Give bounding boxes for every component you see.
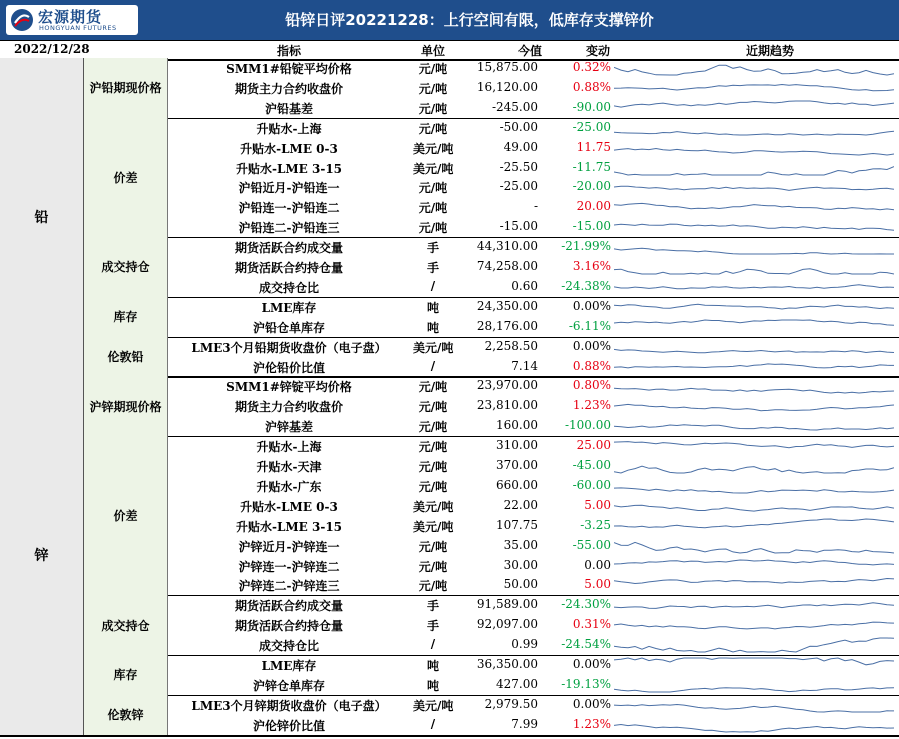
table-row — [168, 615, 899, 635]
trend-line — [614, 320, 894, 325]
value-cell: 50.00 — [503, 577, 538, 592]
trend-sparkline — [614, 60, 894, 76]
change-cell: -100.00 — [564, 418, 611, 433]
value-cell: 23,970.00 — [476, 378, 538, 393]
trend-sparkline — [614, 239, 894, 255]
trend-line — [614, 248, 894, 254]
trend-sparkline — [614, 398, 894, 414]
trend-sparkline — [614, 378, 894, 394]
table-row — [168, 655, 899, 675]
indicator-cell: 沪伦锌价比值 — [252, 718, 325, 733]
subgroup-label: 成交持仓 — [84, 237, 168, 297]
table-row — [168, 556, 899, 576]
trend-sparkline — [614, 100, 894, 116]
unit-cell: 元/吨 — [418, 460, 448, 474]
unit-cell: 手 — [426, 241, 439, 256]
trend-sparkline — [614, 359, 894, 375]
value-cell: -25.50 — [499, 159, 538, 174]
value-cell: 35.00 — [503, 537, 538, 552]
indicator-cell: 升贴水-天津 — [256, 460, 322, 474]
table-row — [168, 158, 899, 178]
unit-cell: 美元/吨 — [413, 519, 454, 534]
subgroup-label: 伦敦锌 — [84, 695, 168, 735]
col-unit: 单位 — [420, 44, 445, 58]
trend-line — [614, 349, 894, 352]
value-cell: 44,310.00 — [476, 239, 538, 254]
table-row — [168, 595, 899, 615]
value-cell: 36,350.00 — [476, 657, 538, 671]
table-row — [168, 357, 899, 377]
change-cell: 11.75 — [576, 139, 611, 154]
trend-sparkline — [614, 140, 894, 156]
value-cell: 370.00 — [496, 458, 538, 472]
indicator-cell: LME库存 — [261, 300, 317, 315]
col-indicator: 指标 — [276, 44, 301, 58]
trend-line — [614, 488, 894, 493]
indicator-cell: 沪伦铅价比值 — [252, 360, 325, 375]
table-row — [168, 257, 899, 277]
subgroup-label: 库存 — [84, 297, 168, 337]
indicator-cell: 沪锌连二-沪锌连三 — [238, 579, 340, 594]
trend-sparkline — [614, 418, 894, 434]
unit-cell: 吨 — [426, 678, 439, 693]
value-cell: 23,810.00 — [476, 398, 538, 413]
value-cell: 16,120.00 — [476, 79, 538, 94]
unit-cell: 手 — [426, 261, 439, 275]
value-cell: 49.00 — [503, 139, 538, 154]
trend-sparkline — [614, 199, 894, 215]
unit-cell: 元/吨 — [418, 440, 448, 455]
table-row — [168, 575, 899, 595]
trend-line — [614, 505, 894, 511]
indicator-cell: 期货活跃合约成交量 — [234, 599, 343, 614]
trend-sparkline — [614, 538, 894, 554]
value-cell: 74,258.00 — [476, 259, 538, 273]
subgroup-label: 沪锌期现价格 — [84, 376, 168, 436]
trend-sparkline — [614, 677, 894, 693]
table-row — [168, 695, 899, 715]
change-cell: -15.00 — [572, 219, 611, 234]
change-cell: 25.00 — [576, 438, 611, 453]
change-cell: 0.00 — [584, 557, 611, 572]
indicator-cell: 期货活跃合约持仓量 — [234, 261, 343, 275]
change-cell: -45.00 — [572, 458, 611, 472]
unit-cell: 元/吨 — [418, 81, 448, 96]
table-row — [168, 217, 899, 237]
trend-sparkline — [614, 219, 894, 235]
indicator-cell: SMM1#铅锭平均价格 — [226, 62, 352, 76]
table-row — [168, 516, 899, 536]
table-row — [168, 715, 899, 735]
indicator-cell: 升贴水-LME 0-3 — [240, 499, 338, 514]
value-cell: 660.00 — [496, 477, 538, 492]
change-cell: 1.23% — [572, 716, 611, 731]
trend-line — [614, 131, 894, 135]
value-cell: -245.00 — [491, 99, 538, 114]
report-header — [0, 0, 899, 40]
table-row — [168, 436, 899, 456]
value-cell: 28,176.00 — [476, 318, 538, 333]
value-cell: 15,875.00 — [476, 60, 538, 74]
change-cell: 0.00% — [572, 338, 611, 353]
trend-sparkline — [614, 498, 894, 514]
trend-line — [614, 405, 894, 411]
unit-cell: 元/吨 — [418, 559, 448, 574]
trend-sparkline — [614, 617, 894, 633]
change-cell: 20.00 — [576, 199, 611, 214]
trend-line — [614, 603, 894, 609]
unit-cell: 美元/吨 — [413, 161, 454, 176]
indicator-cell: 期货主力合约收盘价 — [234, 400, 343, 415]
unit-cell: 吨 — [426, 300, 439, 315]
table-row — [168, 78, 899, 98]
trend-line — [614, 704, 894, 712]
trend-sparkline — [614, 637, 894, 653]
trend-line — [614, 658, 894, 665]
trend-line — [614, 285, 894, 289]
indicator-cell: 升贴水-上海 — [256, 440, 322, 455]
change-cell: 0.80% — [572, 378, 611, 393]
unit-cell: 手 — [426, 619, 439, 634]
table-row — [168, 416, 899, 436]
table-row — [168, 58, 899, 78]
value-cell: 22.00 — [503, 497, 538, 512]
trend-sparkline — [614, 697, 894, 713]
table-row — [168, 98, 899, 118]
value-cell: 2,258.50 — [484, 338, 538, 353]
unit-cell: 元/吨 — [418, 380, 448, 395]
change-cell: 1.23% — [572, 398, 611, 413]
table-row — [168, 496, 899, 516]
trend-line — [614, 442, 894, 448]
indicator-cell: 升贴水-广东 — [256, 479, 322, 494]
indicator-cell: 沪铅连二-沪铅连三 — [238, 221, 340, 236]
trend-sparkline — [614, 597, 894, 613]
value-cell: 0.99 — [511, 637, 538, 652]
trend-sparkline — [614, 478, 894, 494]
trend-line — [614, 269, 894, 274]
table-row — [168, 237, 899, 257]
report-date: 2022/12/28 — [14, 42, 90, 56]
table-row — [168, 635, 899, 655]
trend-sparkline — [614, 179, 894, 195]
indicator-cell: 沪锌仓单库存 — [252, 678, 325, 693]
change-cell: 5.00 — [584, 577, 611, 592]
change-cell: -90.00 — [572, 99, 611, 114]
value-cell: 160.00 — [496, 418, 538, 433]
trend-line — [614, 84, 894, 90]
indicator-cell: 升贴水-上海 — [256, 121, 322, 136]
subgroup-label: 伦敦铅 — [84, 337, 168, 377]
unit-cell: 吨 — [426, 320, 439, 335]
unit-cell: 吨 — [426, 659, 439, 673]
table-row — [168, 675, 899, 695]
change-cell: -11.75 — [572, 159, 611, 174]
trend-line — [614, 148, 894, 155]
trend-sparkline — [614, 120, 894, 136]
trend-sparkline — [614, 80, 894, 96]
table-row — [168, 297, 899, 317]
col-value: 今值 — [517, 44, 542, 58]
value-cell: 7.99 — [511, 716, 538, 731]
value-cell: 30.00 — [503, 557, 538, 572]
trend-line — [614, 638, 894, 652]
change-cell: -19.13% — [561, 676, 611, 691]
indicator-cell: 沪锌基差 — [264, 420, 313, 435]
trend-line — [614, 363, 894, 367]
group-divider — [0, 735, 899, 737]
indicator-cell: 期货活跃合约成交量 — [234, 241, 343, 256]
trend-line — [614, 542, 894, 553]
trend-line — [614, 224, 894, 230]
table-row — [168, 456, 899, 476]
trend-line — [614, 579, 894, 584]
indicator-cell: SMM1#锌锭平均价格 — [226, 380, 352, 395]
change-cell: 0.31% — [572, 617, 611, 632]
subgroup-label: 库存 — [84, 655, 168, 695]
trend-line — [614, 187, 894, 191]
value-cell: - — [533, 199, 538, 214]
change-cell: -6.11% — [568, 318, 611, 333]
unit-cell: 元/吨 — [418, 420, 448, 435]
indicator-cell: 期货活跃合约持仓量 — [234, 619, 343, 634]
change-cell: -3.25 — [580, 517, 611, 532]
indicator-cell: 沪锌近月-沪锌连一 — [238, 539, 340, 554]
unit-cell: 元/吨 — [418, 539, 448, 554]
indicator-cell: 沪铅仓单库存 — [252, 320, 325, 335]
indicator-cell: 沪铅基差 — [264, 101, 313, 116]
unit-cell: 元/吨 — [418, 400, 448, 415]
unit-cell: 元/吨 — [418, 201, 448, 216]
change-cell: 0.00% — [572, 657, 611, 671]
indicator-cell: 升贴水-LME 3-15 — [235, 161, 343, 176]
indicator-cell: LME3个月锌期货收盘价（电子盘） — [191, 698, 387, 713]
value-cell: 427.00 — [496, 676, 538, 691]
value-cell: 7.14 — [511, 358, 538, 373]
trend-line — [614, 519, 894, 528]
trend-line — [614, 204, 894, 210]
change-cell: 5.00 — [584, 497, 611, 512]
trend-line — [614, 622, 894, 629]
value-cell: 107.75 — [496, 517, 538, 532]
change-cell: -60.00 — [572, 477, 611, 492]
table-row — [168, 337, 899, 357]
trend-sparkline — [614, 558, 894, 574]
trend-sparkline — [614, 299, 894, 315]
indicator-cell: LME3个月铅期货收盘价（电子盘） — [191, 340, 387, 355]
change-cell: 3.16% — [572, 259, 611, 273]
value-cell: 0.60 — [511, 278, 538, 293]
value-cell: 92,097.00 — [476, 617, 538, 632]
trend-line — [614, 688, 894, 692]
indicator-cell: 期货主力合约收盘价 — [234, 81, 343, 96]
unit-cell: / — [430, 358, 436, 373]
trend-sparkline — [614, 160, 894, 176]
unit-cell: 元/吨 — [418, 181, 448, 196]
subgroup-label: 成交持仓 — [84, 595, 168, 655]
value-cell: 24,350.00 — [476, 298, 538, 313]
change-cell: -24.30% — [561, 597, 611, 612]
trend-sparkline — [614, 319, 894, 335]
col-change: 变动 — [585, 44, 610, 58]
table-row — [168, 396, 899, 416]
logo-subtext: HONGYUAN FUTURES — [39, 24, 117, 32]
unit-cell: 元/吨 — [418, 101, 448, 116]
table-row — [168, 177, 899, 197]
unit-cell: 美元/吨 — [413, 340, 454, 355]
trend-sparkline — [614, 259, 894, 275]
change-cell: 0.00% — [572, 298, 611, 313]
change-cell: -25.00 — [572, 119, 611, 134]
indicator-cell: 沪铅连一-沪铅连二 — [238, 201, 340, 216]
value-cell: 310.00 — [496, 438, 538, 453]
unit-cell: 元/吨 — [418, 221, 448, 236]
group-label: 锌 — [0, 376, 84, 734]
trend-sparkline — [614, 438, 894, 454]
indicator-cell: 成交持仓比 — [258, 280, 319, 295]
change-cell: -24.38% — [561, 278, 611, 293]
indicator-cell: LME库存 — [261, 659, 317, 673]
subgroup-label: 沪铅期现价格 — [84, 58, 168, 118]
table-row — [168, 536, 899, 556]
unit-cell: / — [430, 716, 436, 731]
trend-line — [614, 724, 894, 732]
trend-line — [614, 101, 894, 107]
table-row — [168, 197, 899, 217]
change-cell: 0.88% — [572, 79, 611, 94]
indicator-cell: 沪铅近月-沪铅连一 — [238, 181, 340, 196]
unit-cell: 美元/吨 — [413, 499, 454, 514]
change-cell: 0.88% — [572, 358, 611, 373]
subgroup-label: 价差 — [84, 118, 168, 237]
trend-sparkline — [614, 279, 894, 295]
unit-cell: / — [430, 637, 436, 652]
subgroup-label: 价差 — [84, 436, 168, 595]
report-title: 铅锌日评20221228：上行空间有限，低库存支撑锌价 — [285, 11, 654, 29]
change-cell: -55.00 — [572, 537, 611, 552]
unit-cell: 元/吨 — [418, 121, 448, 136]
table-row — [168, 138, 899, 158]
unit-cell: 手 — [426, 599, 439, 614]
value-cell: 2,979.50 — [484, 696, 538, 711]
trend-sparkline — [614, 657, 894, 673]
table-row — [168, 376, 899, 396]
trend-sparkline — [614, 577, 894, 593]
trend-line — [614, 425, 894, 430]
trend-line — [614, 166, 894, 174]
change-cell: -20.00 — [572, 179, 611, 194]
group-label: 铅 — [0, 58, 84, 376]
trend-line — [614, 389, 894, 394]
indicator-cell: 成交持仓比 — [258, 639, 319, 654]
change-cell: -24.54% — [561, 637, 611, 652]
trend-line — [614, 466, 894, 473]
col-trend: 近期趋势 — [745, 44, 794, 58]
change-cell: 0.32% — [572, 60, 611, 74]
trend-sparkline — [614, 339, 894, 355]
trend-sparkline — [614, 518, 894, 534]
trend-line — [614, 65, 894, 75]
table-row — [168, 317, 899, 337]
change-cell: -21.99% — [561, 239, 611, 254]
trend-line — [614, 304, 894, 309]
indicator-cell: 升贴水-LME 0-3 — [240, 141, 338, 156]
unit-cell: 元/吨 — [418, 579, 448, 594]
table-row — [168, 277, 899, 297]
trend-line — [614, 560, 894, 565]
logo-text: 宏源期货 — [38, 8, 103, 26]
unit-cell: 元/吨 — [418, 62, 448, 76]
table-row — [168, 118, 899, 138]
value-cell: -15.00 — [499, 219, 538, 234]
trend-sparkline — [614, 458, 894, 474]
indicator-cell: 升贴水-LME 3-15 — [235, 519, 343, 534]
table-row — [168, 476, 899, 496]
value-cell: -25.00 — [499, 179, 538, 194]
unit-cell: / — [430, 278, 436, 293]
unit-cell: 元/吨 — [418, 479, 448, 494]
unit-cell: 美元/吨 — [413, 141, 454, 156]
change-cell: 0.00% — [572, 696, 611, 711]
indicator-cell: 沪锌连一-沪锌连二 — [238, 559, 340, 574]
trend-sparkline — [614, 717, 894, 733]
unit-cell: 美元/吨 — [413, 698, 454, 713]
value-cell: -50.00 — [499, 119, 538, 134]
value-cell: 91,589.00 — [476, 597, 538, 612]
